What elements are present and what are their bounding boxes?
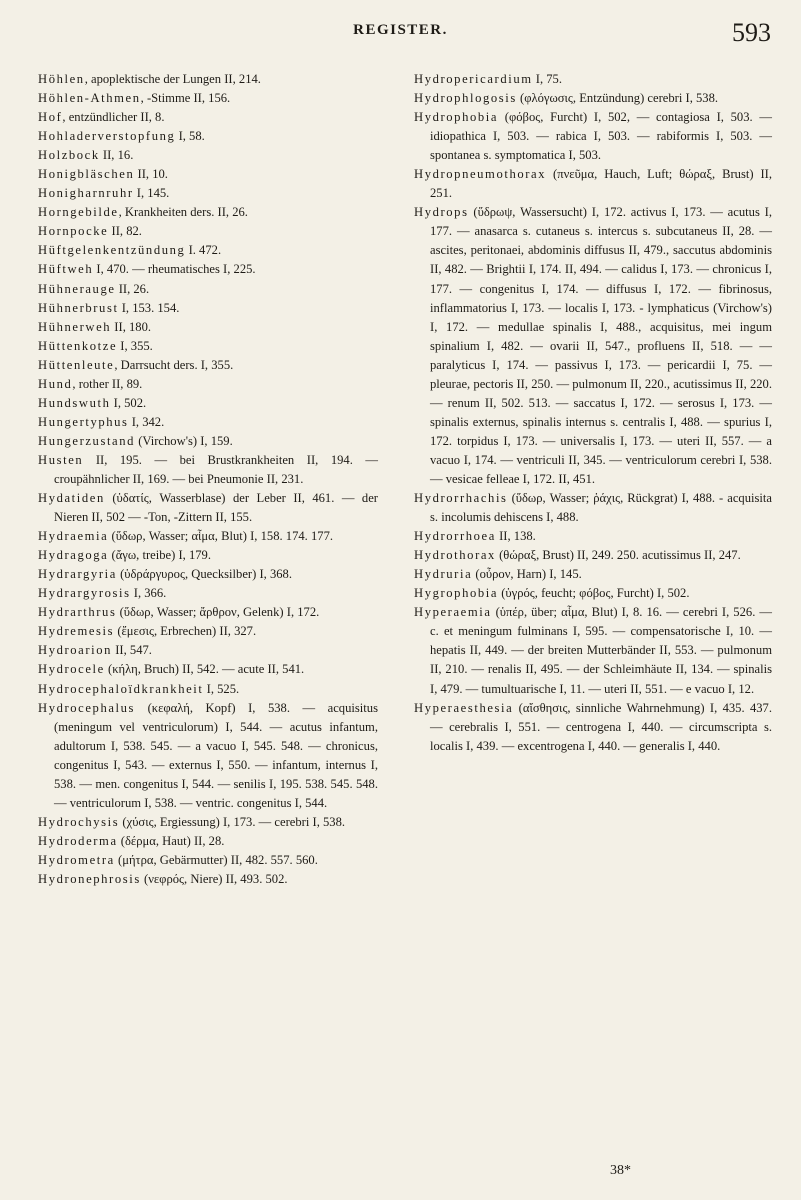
index-references: I, 75.: [532, 72, 563, 86]
index-headword: Hydropericardium: [414, 72, 533, 86]
index-references: I, 153. 154.: [118, 300, 180, 315]
index-entry: [38, 375, 378, 394]
index-entry: [414, 203, 772, 489]
index-headword: Hühnerweh: [38, 319, 112, 334]
index-headword: Hydroarion: [38, 643, 113, 658]
index-headword: Hydrocephaloïdkrankheit: [38, 681, 204, 696]
index-headword: Hydrophlogosis: [414, 91, 517, 106]
index-references: (φλόγωσις, Entzündung) cerebri I, 538.: [516, 91, 719, 106]
index-headword: Hyperaemia: [414, 605, 492, 620]
index-references: (ὕδρωψ, Wassersucht) I, 172. activus I, 173. — acutus I, 177. — anasarca s. cutaneus s. intercus s. subcutaneus II, 28. — ascites, peritonaei, abdominis diffusus II, 479., saccutus abdominis II, 482. — Brightii I, 174. II, 494. — calidus I, 173. — chronicus I, 177. — congenitus I, 174. — diffusus I, 172. — fibrinosus, inflammatorius I, 173. — localis I, 173. - lymphaticus (Virchow's) I, 172. — medullae spinalis I, 488., acquisitus, mei ingum spinalium I, 482. — ovarii II, 547., profluens II, 518. — — paralyticus I, 174. — passivus I, 173. — pericardii I, 75. — pleurae, pectoris II, 250. — pulmonum II, 220., acutissimus II, 220. — renum II, 502. 513. — saccatus I, 172. — serosus I, 173. — spinalis externus, spinalis internus s. centralis I, 488. — spurius I, 172. torpidus I, 173. — universalis I, 173. — uteri II, 557. — a vacuo I, 174. — ventriculi II, 345. — ventriculorum cerebri I, 538. — vesicae felleae I, 172. II, 451.: [430, 205, 772, 486]
index-entry: [414, 546, 772, 565]
index-headword: Hornpocke: [38, 224, 109, 239]
index-headword: Hydrops: [414, 205, 469, 220]
index-references: II, 16.: [99, 148, 134, 163]
index-entry: [38, 260, 378, 279]
index-entry: [38, 565, 378, 584]
index-entry: [414, 603, 772, 698]
index-headword: Honigbläschen: [38, 167, 135, 182]
index-references: II, 10.: [134, 167, 168, 182]
index-references: , entzündlicher II, 8.: [62, 110, 165, 125]
index-entry: [38, 451, 378, 489]
index-references: (ὕδωρ, Wasser; ῥάχις, Rückgrat) I, 488. - acquisita s. incolumis dehiscens I, 488.: [430, 491, 772, 525]
index-entry: [414, 489, 772, 527]
index-headword: Hydrorrhachis: [414, 491, 508, 506]
index-entry: [38, 184, 378, 203]
index-headword: Hydraemia: [38, 529, 109, 544]
index-references: I, 58.: [175, 129, 205, 144]
index-references: , -Stimme II, 156.: [140, 91, 231, 106]
index-references: I, 145.: [133, 186, 170, 201]
index-entry: [414, 165, 772, 203]
index-references: (κεφαλή, Kopf) I, 538. — acquisitus (meningum vel ventriculorum) I, 544. — acutus infantum, adultorum I, 538. 545. — a vacuo I, 545. 548. — chronicus, congenitus I, 543. — externus I, 550. — infantum, internus I, 538. — men. congenitus I, 544. — senilis I, 195. 538. 545. 548. — ventriculorum I, 538. — ventric. congenitus I, 544.: [54, 700, 378, 810]
index-headword: Hüftgelenkentzündung: [38, 243, 186, 258]
index-references: II, 26.: [115, 281, 150, 296]
index-entry: [414, 527, 772, 546]
index-entry: [38, 70, 378, 89]
index-headword: Hydrargyrosis: [38, 586, 131, 601]
index-entry: [38, 832, 378, 851]
index-headword: Hydrochysis: [38, 814, 120, 829]
right-index-column: [414, 70, 772, 756]
index-entry: [414, 699, 772, 756]
index-references: (κήλη, Bruch) II, 542. — acute II, 541.: [104, 662, 305, 677]
index-entry: [38, 813, 378, 832]
index-headword: Horngebilde: [38, 205, 119, 220]
index-entry: [38, 108, 378, 127]
index-entry: [414, 584, 772, 603]
index-references: , apoplektische der Lungen II, 214.: [84, 72, 261, 86]
index-entry: [38, 127, 378, 146]
index-references: (ἔμεσις, Erbrechen) II, 327.: [114, 624, 257, 639]
index-headword: Honigharnruhr: [38, 186, 134, 201]
index-references: II, 180.: [111, 319, 152, 334]
index-headword: Hydrocele: [38, 662, 105, 677]
index-references: (Virchow's) I, 159.: [135, 433, 233, 448]
index-entry: [414, 89, 772, 108]
index-headword: Hydrocephalus: [38, 700, 136, 715]
index-headword: Hüftweh: [38, 262, 94, 277]
index-entry: [38, 489, 378, 527]
index-entry: [38, 280, 378, 299]
index-entry: [38, 299, 378, 318]
index-headword: Hydropneumothorax: [414, 167, 547, 182]
index-headword: Höhlen: [38, 72, 85, 86]
index-headword: Hundswuth: [38, 395, 111, 410]
index-references: I, 366.: [130, 586, 167, 601]
index-entry: [38, 356, 378, 375]
index-references: (ὑδράργυρος, Quecksilber) I, 368.: [116, 567, 292, 582]
index-headword: Hydragoga: [38, 548, 109, 563]
index-headword: Höhlen-Athmen: [38, 91, 141, 106]
index-headword: Hungertyphus: [38, 414, 129, 429]
index-headword: Hydruria: [414, 567, 473, 582]
index-headword: Hydrargyria: [38, 567, 117, 582]
index-headword: Hygrophobia: [414, 586, 499, 601]
index-references: I, 502.: [110, 395, 147, 410]
index-entry: [38, 318, 378, 337]
index-references: I, 342.: [128, 414, 165, 429]
index-references: II, 547.: [112, 643, 152, 658]
sheet-signature: 38*: [610, 1163, 631, 1178]
index-references: I, 355.: [117, 338, 153, 353]
index-entry: [414, 565, 772, 584]
index-entry: [38, 413, 378, 432]
index-references: (ἄγω, treibe) I, 179.: [108, 548, 211, 563]
index-headword: Hof: [38, 110, 63, 125]
index-references: (ὑγρός, feucht; φόβος, Furcht) I, 502.: [498, 586, 690, 601]
index-entry: [38, 641, 378, 660]
index-references: (νεφρός, Niere) II, 493. 502.: [140, 871, 288, 886]
index-headword: Hühnerauge: [38, 281, 116, 296]
index-references: (μήτρα, Gebärmutter) II, 482. 557. 560.: [114, 852, 318, 867]
index-headword: Hyperaesthesia: [414, 700, 514, 715]
index-references: , rother II, 89.: [72, 376, 143, 391]
index-references: (δέρμα, Haut) II, 28.: [117, 833, 225, 848]
index-entry: [38, 680, 378, 699]
index-headword: Hydrometra: [38, 852, 115, 867]
index-entry: [38, 699, 378, 813]
index-entry: [38, 660, 378, 679]
index-entry: [38, 603, 378, 622]
index-entry: [38, 337, 378, 356]
index-references: I. 472.: [185, 243, 222, 258]
index-references: , Krankheiten ders. II, 26.: [118, 205, 248, 220]
index-references: (ὑπέρ, über; αἷμα, Blut) I, 8. 16. — cerebri I, 526. — c. et meningum fulminans I, 595. — compensatorische I, 10. — hepatis II, 449. — der breiten Mutterbänder II, 553. — pulmonum II, 210. — renalis II, 495. — der Schleimhäute II, 134. — spinalis I, 479. — tumultuarische I, 11. — uteri II, 551. — e vacuo I, 12.: [430, 605, 772, 696]
index-references: I, 525.: [203, 681, 240, 696]
index-references: (ὕδωρ, Wasser; αἷμα, Blut) I, 158. 174. 177.: [108, 529, 334, 544]
index-headword: Hohladerverstopfung: [38, 129, 176, 144]
index-references: II, 82.: [108, 224, 142, 239]
index-headword: Hydrarthrus: [38, 605, 117, 620]
index-headword: Hüttenkotze: [38, 338, 118, 353]
left-index-column: [38, 70, 378, 889]
index-headword: Hühnerbrust: [38, 300, 119, 315]
index-entry: [38, 432, 378, 451]
index-entry: [38, 89, 378, 108]
index-references: (φόβος, Furcht) I, 502, — contagiosa I, 503. — idiopathica I, 503. — rabica I, 503. — rabiformis I, 503. — spontanea s. symptomatica I, 503.: [430, 110, 772, 163]
index-references: (οὖρον, Harn) I, 145.: [472, 567, 582, 582]
index-references: (ὑδατίς, Wasserblase) der Leber II, 461. — der Nieren II, 502 — -Ton, -Zittern II, 155.: [54, 491, 378, 525]
index-references: (αἴσθησις, sinnliche Wahrnehmung) I, 435. 437. — cerebralis I, 551. — centrogena I, 440. — circumscripta s. localis I, 439. — excentrogena I, 440. — generalis I, 440.: [430, 700, 772, 753]
index-entry: [38, 622, 378, 641]
index-entry: [38, 241, 378, 260]
index-headword: Hüttenleute: [38, 357, 115, 372]
index-references: (χύσις, Ergiessung) I, 173. — cerebri I, 538.: [119, 814, 346, 829]
index-references: (ὕδωρ, Wasser; ἄρθρον, Gelenk) I, 172.: [116, 605, 320, 620]
index-entry: [38, 546, 378, 565]
index-headword: Hydremesis: [38, 624, 115, 639]
index-references: II, 195. — bei Brustkrankheiten II, 194. — croupähnlicher II, 169. — bei Pneumonie II, 231.: [54, 452, 378, 486]
index-references: (πνεῦμα, Hauch, Luft; θώραξ, Brust) II, 251.: [430, 167, 772, 201]
index-headword: Hydrophobia: [414, 110, 499, 125]
index-headword: Hydronephrosis: [38, 871, 141, 886]
index-entry: [38, 165, 378, 184]
index-headword: Hydroderma: [38, 833, 118, 848]
index-entry: [38, 222, 378, 241]
index-entry: [38, 394, 378, 413]
running-head: REGISTER.: [353, 22, 448, 38]
index-headword: Hydatiden: [38, 491, 105, 506]
index-entry: [38, 146, 378, 165]
index-headword: Hydrothorax: [414, 548, 496, 563]
index-headword: Hungerzustand: [38, 433, 136, 448]
page-number: 593: [732, 18, 771, 47]
index-entry: [38, 584, 378, 603]
index-headword: Holzbock: [38, 148, 100, 163]
index-entry: [414, 108, 772, 165]
index-entry: [38, 870, 378, 889]
index-references: , Darrsucht ders. I, 355.: [114, 357, 234, 372]
index-headword: Husten: [38, 452, 84, 467]
index-headword: Hund: [38, 376, 73, 391]
index-entry: [38, 851, 378, 870]
index-entry: [38, 527, 378, 546]
index-entry: [38, 203, 378, 222]
index-references: (θώραξ, Brust) II, 249. 250. acutissimus II, 247.: [495, 548, 741, 563]
index-headword: Hydrorrhoea: [414, 529, 496, 544]
index-entry: [414, 70, 772, 89]
index-references: I, 470. — rheumatisches I, 225.: [93, 262, 256, 277]
index-references: II, 138.: [495, 529, 536, 544]
